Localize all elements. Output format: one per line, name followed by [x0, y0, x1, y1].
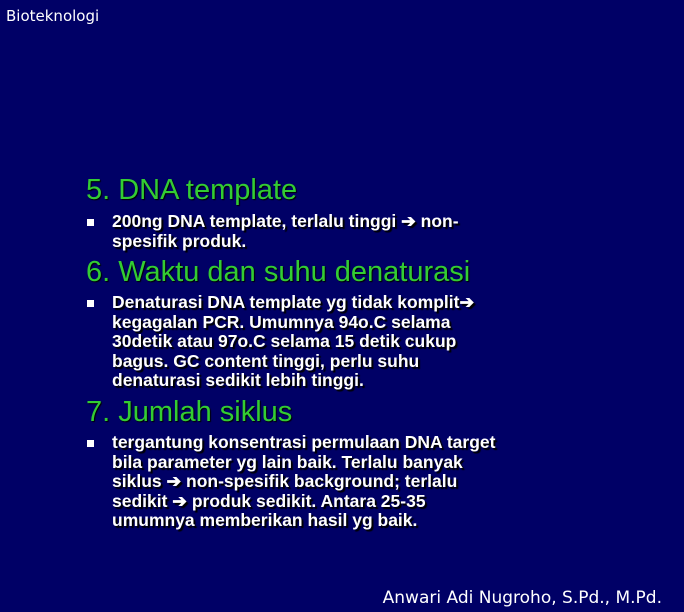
text-line: bagus. GC content tinggi, perlu suhu — [112, 350, 420, 371]
section-text-jumlah-siklus — [112, 433, 495, 531]
text-line: denaturasi sedikit lebih tinggi. — [112, 370, 364, 390]
text-line: sedikit ➔ produk sedikit. Antara 25-35 — [112, 490, 426, 511]
section-heading-jumlah-siklus: 7. Jumlah siklus — [86, 396, 293, 428]
text-line: kegagalan PCR. Umumnya 94o.C selama — [112, 311, 451, 332]
text-line: siklus ➔ non-spesifik background; terlalu — [112, 471, 458, 491]
text-line: spesifik produk. — [112, 230, 247, 251]
bullet-square-icon — [87, 440, 94, 447]
text-line: umumnya memberikan hasil yg baik. — [112, 510, 418, 530]
section-text-dna-template — [112, 212, 459, 251]
bullet-square-icon — [87, 219, 94, 226]
text-line: 200ng DNA template, terlalu tinggi ➔ non- — [112, 211, 459, 231]
section-text-waktu-suhu — [112, 293, 474, 391]
section-heading-dna-template: 5. DNA template — [86, 174, 298, 206]
bullet-square-icon — [87, 300, 94, 307]
footer-author: Anwari Adi Nugroho, S.Pd., M.Pd. — [382, 588, 662, 608]
text-line: Denaturasi DNA template yg tidak komplit➔ — [112, 292, 475, 312]
section-heading-waktu-suhu: 6. Waktu dan suhu denaturasi — [86, 256, 471, 288]
corner-title: Bioteknologi — [6, 7, 100, 25]
text-line: 30detik atau 97o.C selama 15 detik cukup — [112, 331, 457, 351]
text-line: bila parameter yg lain baik. Terlalu banyak — [112, 451, 463, 472]
text-line: tergantung konsentrasi permulaan DNA target — [112, 432, 496, 452]
